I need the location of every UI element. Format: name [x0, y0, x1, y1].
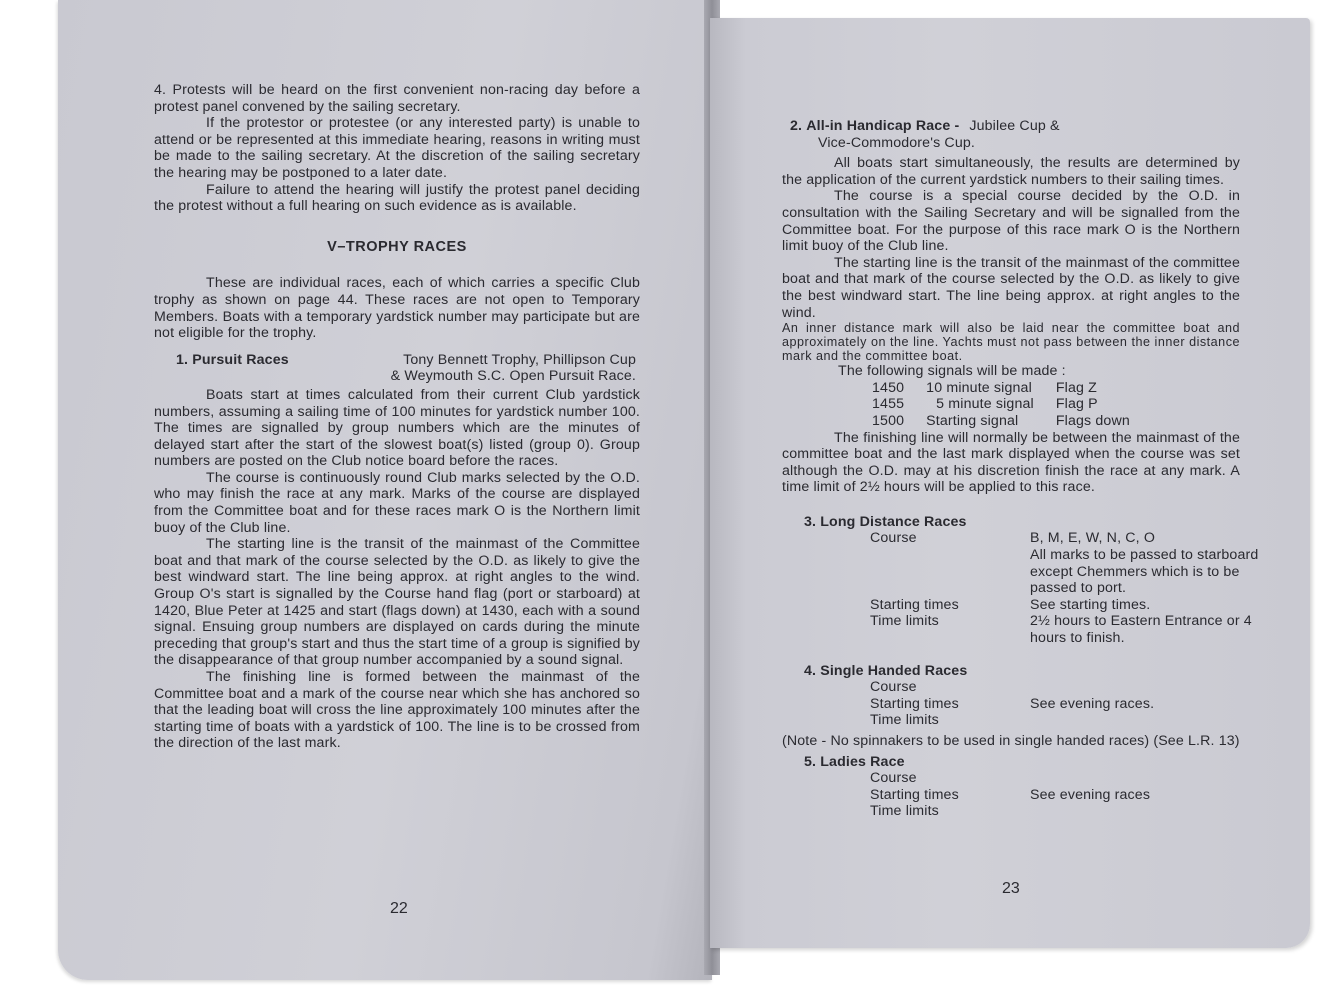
signal-description: Starting signal	[926, 412, 1019, 429]
signal-row	[872, 396, 1152, 413]
allin-paragraph-1: All boats start simultaneously, the results are determined by the application of the current yardstick numbers to their sailing times.	[782, 155, 1240, 188]
protest-paragraph: 4. Protests will be heard on the first convenient non-racing day before a protest panel convened by the sailing secretary.	[154, 82, 640, 115]
pursuit-paragraph-2: The course is continuously round Club marks selected by the O.D. who may finish the race at any mark. Marks of the course are displayed from the Committee boat and for these races mark O is the Northern limit buoy of the Club line.	[154, 469, 640, 536]
page-number-right: 23	[1002, 880, 1020, 897]
allin-paragraph-3: The starting line is the transit of the mainmast of the committee boat and that mark of the course selected by the O.D. as likely to give the best windward start. The line being approx. at right angles to the wind.	[782, 254, 1240, 321]
protest-paragraph-3: Failure to attend the hearing will justify the protest panel deciding the protest without a full hearing on such evidence as is available.	[154, 181, 640, 215]
open-booklet	[58, 0, 1316, 985]
long-distance-section	[782, 513, 1259, 647]
right-page-content	[782, 118, 1259, 820]
pursuit-races-title: Pursuit Races	[192, 351, 289, 368]
single-handed-note: (Note - No spinnakers to be used in single handed races) (See L.R. 13)	[782, 733, 1240, 749]
long-limit-label: Time limits	[870, 613, 939, 630]
ladies-limit-label: Time limits	[870, 803, 939, 820]
pursuit-races-header	[154, 352, 640, 385]
long-course-value: B, M, E, W, N, C, O	[1030, 530, 1156, 547]
allin-header	[782, 118, 1240, 135]
single-handed-section	[782, 663, 1240, 750]
single-start-value: See evening races.	[1030, 695, 1155, 712]
signals-table	[872, 380, 1152, 430]
ladies-course-label: Course	[870, 770, 917, 787]
signal-flag: Flag P	[1055, 396, 1098, 413]
signal-description: 10 minute signal	[926, 379, 1032, 396]
signal-time: 1455	[872, 396, 905, 413]
long-start-label: Starting times	[870, 596, 959, 613]
signals-intro: The following signals will be made :	[838, 363, 1066, 380]
single-start-label: Starting times	[870, 695, 959, 712]
long-course-label: Course	[870, 530, 917, 547]
signal-description: 5 minute signal	[936, 396, 1034, 413]
long-distance-title: 3. Long Distance Races	[804, 513, 967, 530]
protest-paragraph-2: If the protestor or protestee (or any interested party) is unable to attend or be represented at this immediate hearing, reasons in writing must be made to the sailing secretary. At the discretion of the sailing secretary the hearing may be postponed to a later date.	[154, 115, 640, 181]
ladies-section	[782, 754, 1240, 820]
allin-trophy-line2: Vice-Commodore's Cup.	[818, 134, 975, 151]
signal-flag: Flags down	[1055, 412, 1130, 429]
pursuit-trophies-line2: & Weymouth S.C. Open Pursuit Race.	[390, 368, 636, 385]
pursuit-trophies-line1: Tony Bennett Trophy, Phillipson Cup	[403, 351, 636, 368]
signal-row	[872, 413, 1152, 430]
signal-time: 1450	[872, 379, 905, 396]
section-heading: V–TROPHY RACES	[327, 238, 467, 255]
single-limit-label: Time limits	[870, 712, 939, 729]
allin-paragraph-4: An inner distance mark will also be laid near the committee boat and approximately on the line. Yachts must not pass between the inner distance mark and the committee boat.	[782, 321, 1240, 364]
pursuit-races-number: 1.	[176, 351, 189, 368]
pursuit-paragraph-1: Boats start at times calculated from their current Club yardstick numbers, assuming a sailing time of 100 minutes for yardstick number 100. The times are signalled by group numbers which are the minutes of delayed start after the start of the slowest boat(s) listed (group 0). Group numbers are posted on the Club notice board before the races.	[154, 386, 640, 470]
long-limit-value: 2½ hours to Eastern Entrance or 4 hours to finish.	[1030, 613, 1252, 647]
allin-paragraph-5: The finishing line will normally be between the mainmast of the committee boat and the last mark displayed when the course was set although the O.D. may at his discretion finish the race at any mark. A time limit of 2½ hours will be applied to this race.	[782, 429, 1240, 496]
left-page-content	[154, 82, 640, 752]
long-start-value: See starting times.	[1030, 596, 1151, 613]
signal-flag: Flag Z	[1055, 379, 1097, 396]
ladies-title: 5. Ladies Race	[804, 753, 905, 770]
allin-trophy-line1: Jubilee Cup &	[969, 118, 1060, 134]
allin-paragraph-2: The course is a special course decided by the O.D. in consultation with the Sailing Secretary and will be signalled from the Committee boat. For the purpose of this race mark O is the Northern limit buoy of the Club line.	[782, 188, 1240, 255]
single-course-label: Course	[870, 679, 917, 696]
left-page	[58, 0, 712, 980]
pursuit-paragraph-3: The starting line is the transit of the mainmast of the Committee boat and that mark of the course selected by the O.D. as likely to give the best windward start. The line being approx. at right angles to the wind. Group O's start is signalled by the Course hand flag (port or starboard) at 1420, Blue Peter at 1425 and start (flags down) at 1430, each with a sound signal. Ensuing group numbers are displayed on cards during the minute preceding that group's start and thus the start time of a group is signified by the disappearance of that group number accompanied by a sound signal.	[154, 536, 640, 669]
ladies-start-label: Starting times	[870, 786, 959, 803]
allin-number: 2.	[790, 118, 803, 134]
signal-row	[872, 380, 1152, 397]
allin-title: All-in Handicap Race -	[806, 118, 960, 134]
single-handed-title: 4. Single Handed Races	[804, 662, 968, 679]
right-page	[710, 18, 1310, 948]
pursuit-paragraph-4: The finishing line is formed between the mainmast of the Committee boat and a mark of the course near which she has anchored so that the leading boat will cross the line approximately 100 minutes after the starting time of boats with a yardstick of 100. The line is to be crossed from the direction of the last mark.	[154, 669, 640, 752]
signal-time: 1500	[872, 412, 905, 429]
ladies-start-value: See evening races	[1030, 786, 1151, 803]
page-number-left: 22	[390, 900, 408, 917]
long-course-note: All marks to be passed to starboard except Chemmers which is to be passed to port.	[1030, 547, 1259, 597]
intro-paragraph: These are individual races, each of which carries a specific Club trophy as shown on page 44. These races are not open to Temporary Members. Boats with a temporary yardstick number may participate but are not eligible for the trophy.	[154, 275, 640, 342]
